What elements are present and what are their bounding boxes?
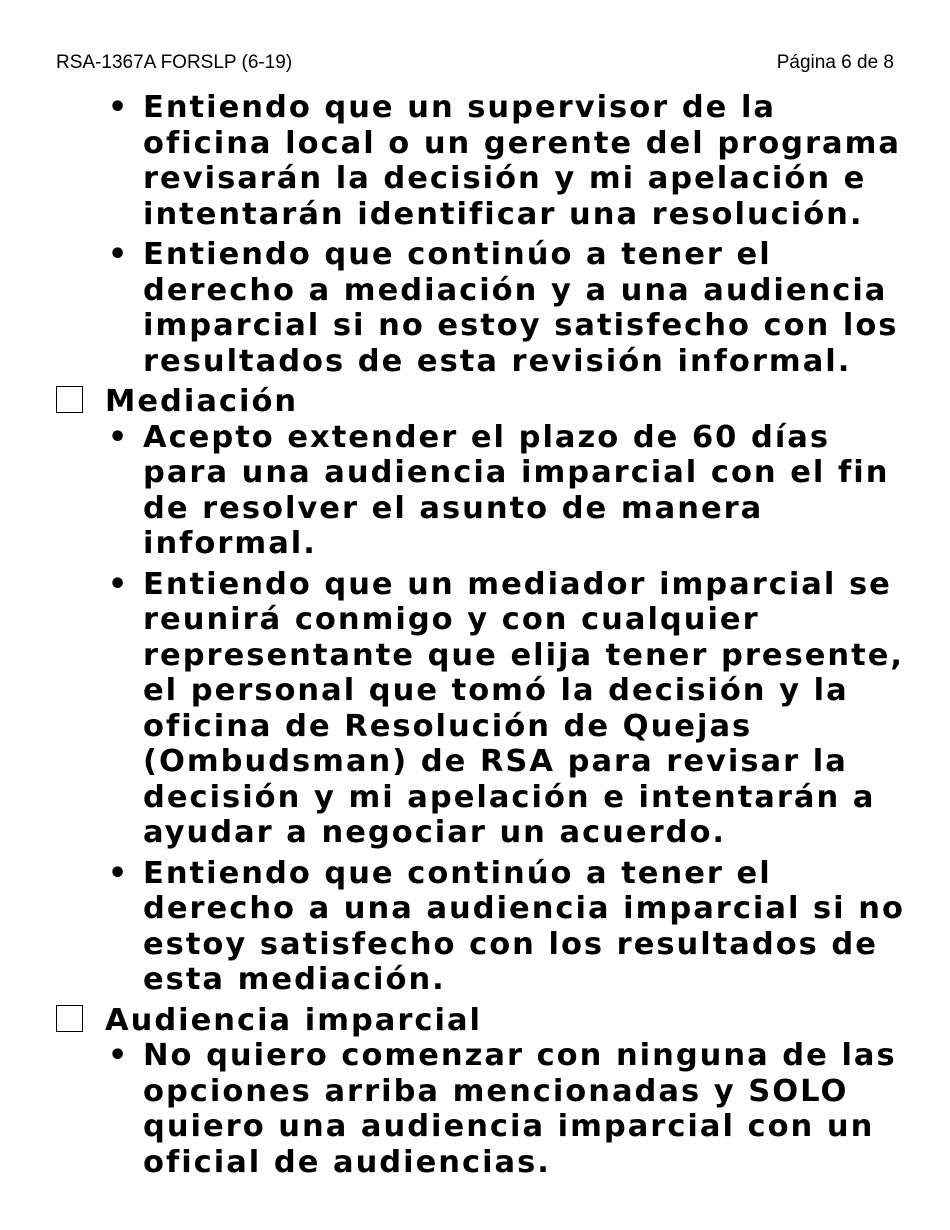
hearing-checkbox[interactable] <box>56 1005 83 1032</box>
bullet-icon: • <box>108 237 130 272</box>
bullet-text: Entiendo que un mediador imparcial se reunirá conmigo y con cualquier representante que elija tener presente, el personal que tomó la decisión y la oficina de Resolución de Quejas (Ombudsman) de RSA para revisar la decisión y mi apelación e intentarán a ayudar a negociar un acuerdo. <box>143 566 904 850</box>
form-id: RSA-1367A FORSLP (6-19) <box>56 52 293 73</box>
page-number: Página 6 de 8 <box>776 52 894 73</box>
list-item <box>56 420 910 562</box>
mediation-bullet-list <box>56 420 910 998</box>
bullet-text: No quiero comenzar con ninguna de las opciones arriba mencionadas y SOLO quiero una audiencia imparcial con un oficial de audiencias. <box>143 1038 897 1180</box>
bullet-text: Entiendo que un supervisor de la oficina local o un gerente del programa revisarán la decisión y mi apelación e intentarán identificar una resolución. <box>143 90 901 232</box>
hearing-bullet-list <box>56 1038 910 1180</box>
list-item <box>56 237 910 379</box>
mediation-label: Mediación <box>105 384 299 419</box>
list-item <box>56 1038 910 1180</box>
mediation-checkbox[interactable] <box>56 386 83 413</box>
bullet-icon: • <box>108 419 130 455</box>
bullet-icon: • <box>108 855 130 891</box>
form-content <box>56 90 910 1185</box>
bullet-icon: • <box>108 1038 130 1073</box>
bullet-text: Acepto extender el plazo de 60 días para una audiencia imparcial con el fin de resolver el asunto de manera informal. <box>143 419 890 561</box>
page-header <box>56 52 894 74</box>
bullet-icon: • <box>108 566 130 602</box>
bullet-text: Entiendo que continúo a tener el derecho a una audiencia imparcial si no estoy satisfecho con los resultados de esta mediación. <box>143 855 905 997</box>
list-item <box>56 90 910 232</box>
intro-bullet-list <box>56 90 910 379</box>
list-item <box>56 567 910 851</box>
mediation-option[interactable] <box>56 384 910 420</box>
list-item <box>56 856 910 998</box>
hearing-label: Audiencia imparcial <box>105 1002 482 1038</box>
bullet-icon: • <box>108 90 130 125</box>
hearing-option[interactable] <box>56 1003 910 1039</box>
bullet-text: Entiendo que continúo a tener el derecho a mediación y a una audiencia imparcial si no estoy satisfecho con los resultados de esta revisión informal. <box>143 237 899 379</box>
